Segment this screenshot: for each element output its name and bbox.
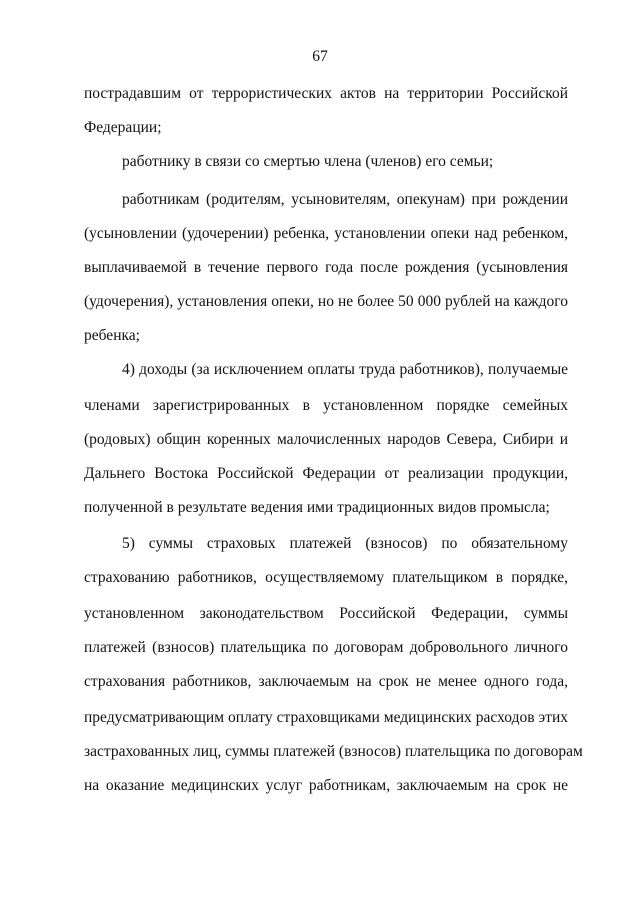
text-line: (усыновлении (удочерении) ребенка, установлении опеки над ребенком, — [84, 225, 568, 242]
text-line: платежей (взносов) плательщика по договорам добровольного личного — [84, 639, 568, 656]
text-line: страхованию работников, осуществляемому плательщиком в порядке, — [84, 569, 568, 586]
text-line: полученной в результате ведения ими традиционных видов промысла; — [84, 499, 550, 516]
text-line: выплачиваемой в течение первого года после рождения (усыновления — [84, 259, 568, 276]
text-line: на оказание медицинских услуг работникам, заключаемым на срок не — [84, 777, 568, 794]
text-line: застрахованных лиц, суммы платежей (взносов) плательщика по договорам — [84, 743, 583, 760]
text-line: ребенка; — [84, 327, 140, 344]
text-line: предусматривающим оплату страховщиками медицинских расходов этих — [84, 709, 568, 726]
text-line: (родовых) общин коренных малочисленных народов Севера, Сибири и — [84, 431, 568, 448]
text-line: (удочерения), установления опеки, но не более 50 000 рублей на каждого — [84, 293, 568, 310]
text-line: 5) суммы страховых платежей (взносов) по обязательному — [122, 535, 568, 552]
text-line: пострадавшим от террористических актов на территории Российской — [84, 85, 568, 102]
text-line: страхования работников, заключаемым на срок не менее одного года, — [84, 673, 568, 690]
text-line: работнику в связи со смертью члена (членов) его семьи; — [122, 153, 494, 170]
text-line: членами зарегистрированных в установленном порядке семейных — [84, 397, 568, 414]
text-line: работникам (родителям, усыновителям, опекунам) при рождении — [122, 191, 568, 208]
text-line: Федерации; — [84, 119, 162, 136]
text-line: установленном законодательством Российской Федерации, суммы — [84, 605, 568, 622]
page-number: 67 — [312, 48, 328, 65]
text-line: 4) доходы (за исключением оплаты труда работников), получаемые — [122, 361, 568, 378]
text-line: Дальнего Востока Российской Федерации от реализации продукции, — [84, 465, 568, 482]
